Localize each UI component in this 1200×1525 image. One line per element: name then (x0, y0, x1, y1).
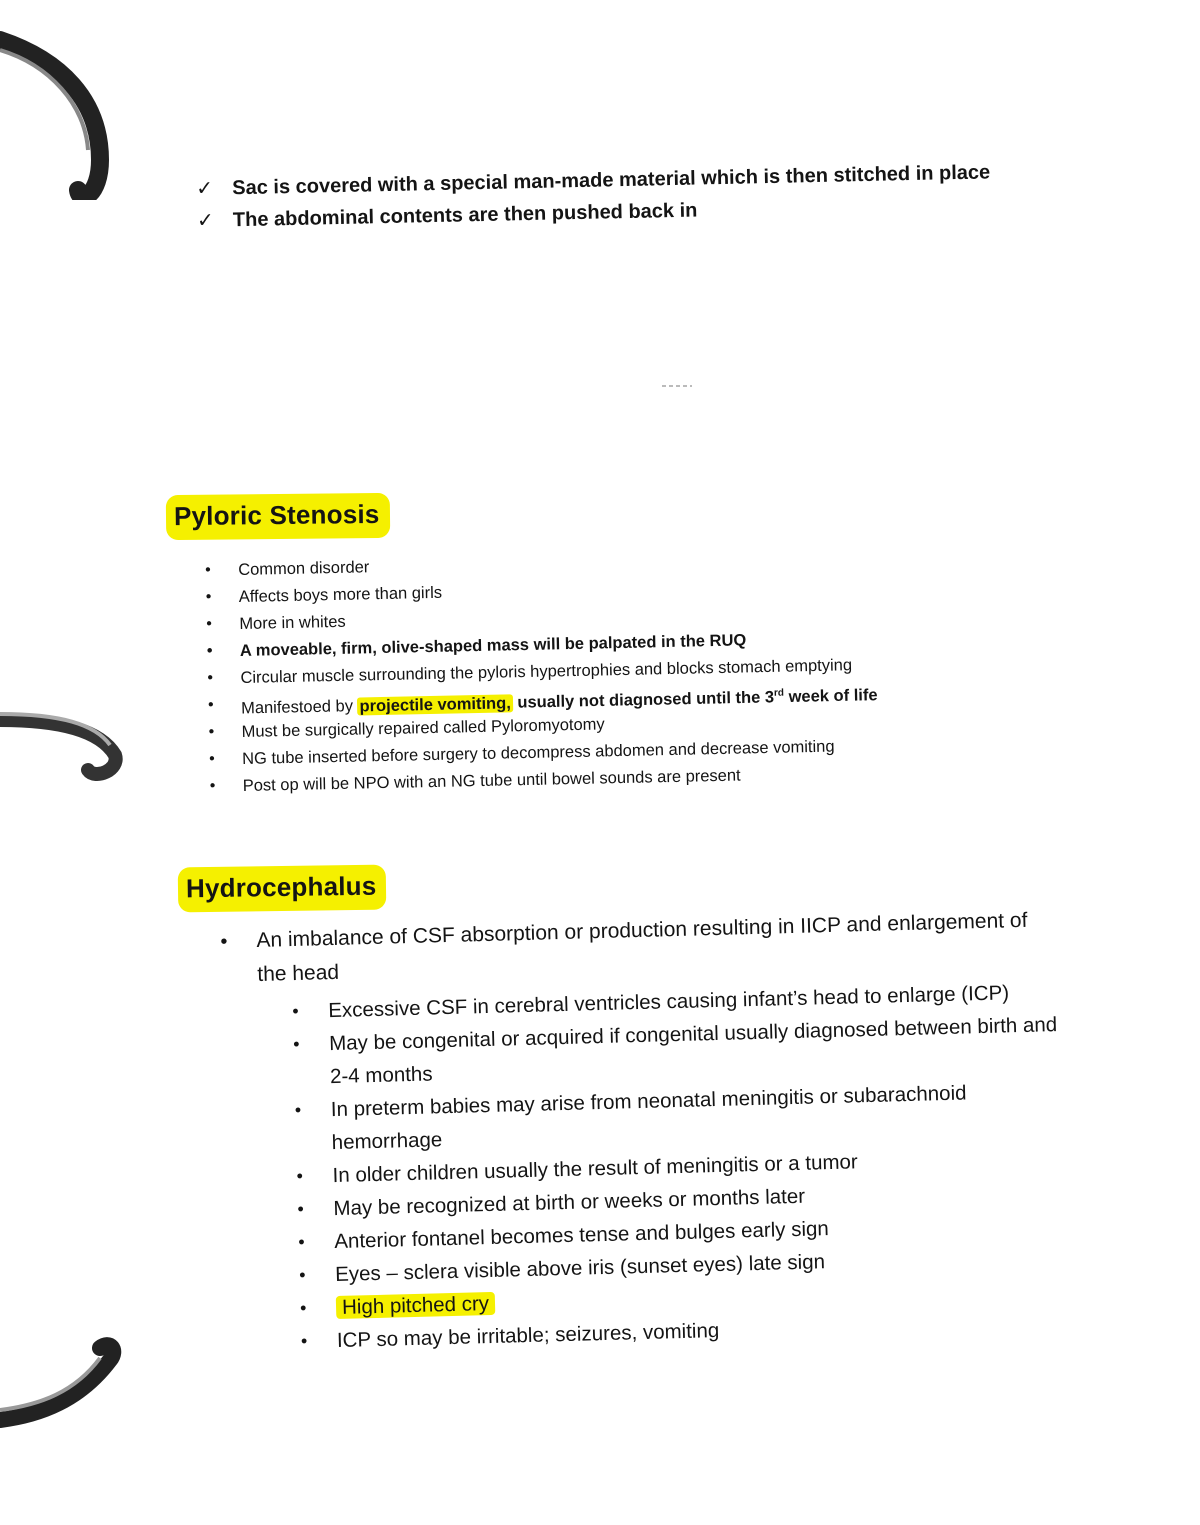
sub-list-item: • In preterm babies may arise from neonatal meningitis or subarachnoid hemorrhage (294, 1081, 967, 1155)
bullet-icon: • (296, 1165, 304, 1187)
main-item-text: An imbalance of CSF absorption or production resulting in IICP and enlargement of the head (256, 908, 1028, 986)
list-item: • Post op will be NPO with an NG tube until bowel sounds are present (209, 766, 741, 795)
sub-list-item: • Anterior fontanel becomes tense and bulges early sign (334, 1206, 1065, 1258)
list-item: • Circular muscle surrounding the pyloris hypertrophies and blocks stomach emptying (207, 656, 853, 687)
checklist (196, 159, 991, 240)
list-item: • NG tube inserted before surgery to decompress abdomen and decrease vomiting (208, 737, 835, 768)
bullet-icon: • (297, 1198, 305, 1220)
hydrocephalus-list (220, 903, 1067, 1359)
bullet-icon: • (294, 1099, 302, 1121)
highlighted-text: projectile vomiting, (359, 693, 512, 715)
section-heading-hydrocephalus: Hydrocephalus (178, 865, 387, 913)
hydrocephalus-sublist (292, 975, 1067, 1357)
sub-list-item: • May be recognized at birth or weeks or months later (333, 1173, 1064, 1225)
bullet-icon: • (208, 723, 215, 741)
bullet-icon: • (207, 696, 214, 714)
binder-ring-middle (0, 700, 140, 820)
list-item: • A moveable, firm, olive-shaped mass will be palpated in the RUQ (206, 631, 747, 660)
bullet-icon: • (208, 750, 215, 768)
binder-ring-bottom (0, 1330, 140, 1450)
list-item: • More in whites (206, 612, 346, 633)
bullet-icon: • (206, 615, 213, 633)
bullet-icon: • (298, 1264, 306, 1285)
list-item (220, 903, 1067, 1359)
section-heading-pyloric: Pyloric Stenosis (166, 493, 390, 540)
list-item: • Must be surgically repaired called Pyloromyotomy (208, 715, 605, 741)
check-item-text: Sac is covered with a special man-made material which is then stitched in place (232, 161, 991, 200)
sub-list-item: • Eyes – sclera visible above iris (sunset eyes) late sign (335, 1239, 1066, 1291)
bullet-icon: • (300, 1330, 308, 1351)
bullet-icon: • (299, 1297, 307, 1318)
sub-list-item: • Excessive CSF in cerebral ventricles causing infant’s head to enlarge (ICP) (328, 975, 1059, 1027)
bullet-icon: • (207, 669, 214, 687)
sub-list-item: • May be congenital or acquired if congenital usually diagnosed between birth and 2-4 months (292, 1013, 1058, 1089)
bullet-icon: • (292, 1000, 299, 1022)
sub-list-item: • In older children usually the result of meningitis or a tumor (332, 1140, 1063, 1192)
highlighted-text: High pitched cry (336, 1292, 496, 1319)
sub-list-item: • ICP so may be irritable; seizures, vomiting (336, 1305, 1067, 1357)
bullet-icon: • (206, 642, 213, 660)
list-item: • Common disorder (205, 558, 370, 579)
bullet-icon: • (209, 777, 216, 795)
list-item: • Manifestoed by projectile vomiting, usually not diagnosed until the 3rd week of life (207, 686, 878, 718)
pen-mark (662, 385, 692, 387)
pyloric-list (205, 547, 880, 803)
checkmark-icon: ✓ (196, 177, 214, 200)
check-item-text: The abdominal contents are then pushed back in (232, 199, 698, 232)
binder-ring-top (0, 20, 140, 140)
bullet-icon: • (205, 561, 211, 579)
bullet-icon: • (205, 588, 212, 606)
bullet-icon: • (220, 930, 228, 953)
checkmark-icon: ✓ (196, 209, 214, 232)
bullet-icon: • (298, 1231, 305, 1252)
bullet-icon: • (292, 1033, 300, 1055)
list-item: • Affects boys more than girls (205, 583, 443, 606)
